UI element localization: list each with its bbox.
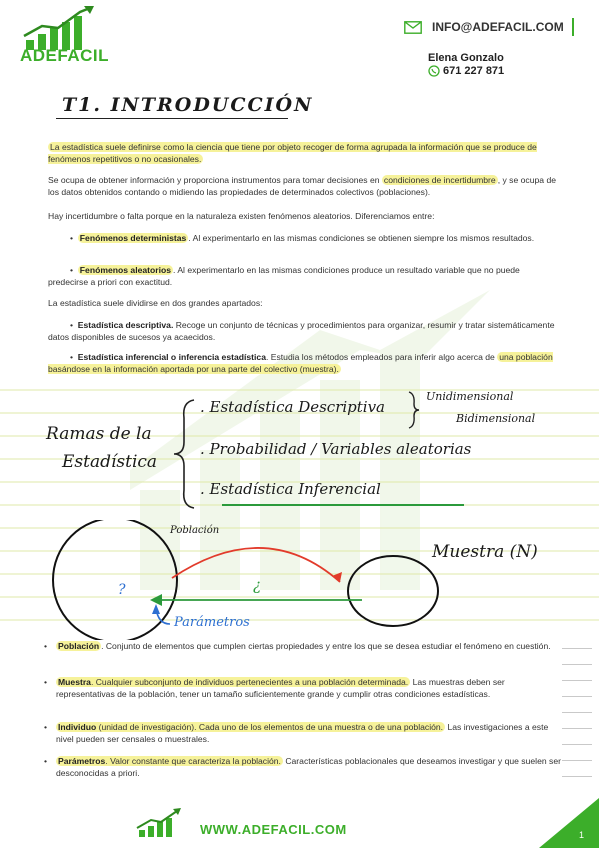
whatsapp-icon — [428, 65, 440, 77]
bullet-descriptiva: • Estadística descriptiva. Recoge un conjunto de técnicas y procedimientos para organizar, resumir y tratar sistemáticamente datos disponibles de sucesos ya acaecidos. — [48, 320, 555, 342]
sample-ellipse — [348, 556, 438, 626]
def-poblacion-text: . Conjunto de elementos que cumplen ciertas propiedades y entre los que se desea estudiar el fenómeno en cuestión. — [101, 641, 551, 651]
margin-line — [562, 696, 592, 697]
mail-icon — [404, 21, 422, 34]
term-descriptiva: Estadística descriptiva. — [77, 320, 174, 330]
def-individuo-hl: (unidad de investigación). Cada uno de los elementos de una muestra o de una población. — [96, 722, 444, 732]
brand-logo — [20, 6, 109, 66]
title-underline — [56, 118, 288, 119]
margin-line — [562, 712, 592, 713]
page-title: T1. INTRODUCCIÓN — [62, 94, 314, 116]
term-muestra: Muestra — [58, 677, 91, 687]
header-divider — [572, 18, 574, 36]
muestra-label: Muestra (N) — [432, 542, 538, 562]
definition-individuo: • Individuo (unidad de investigación). Cada uno de los elementos de una muestra o de una población. Las investigaciones a este nivel pueden ser censales o muestrales. — [44, 722, 549, 744]
footer-corner — [539, 798, 599, 848]
phone-contact — [428, 65, 504, 77]
intro-paragraph-3: Hay incertidumbre o falta porque en la naturaleza existen fenómenos aleatorios. Diferenciamos entre: — [48, 211, 435, 221]
intro-paragraph-4: La estadística suele dividirse en dos grandes apartados: — [48, 298, 263, 308]
def-parametros-hl: . Valor constante que caracteriza la población. — [105, 756, 281, 766]
term-aleatorios: Fenómenos aleatorios — [79, 265, 172, 275]
margin-line — [562, 744, 592, 745]
term-poblacion: Población — [58, 641, 100, 651]
margin-line — [562, 648, 592, 649]
footer-url[interactable]: WWW.ADEFACIL.COM — [200, 822, 347, 837]
term-parametros: Parámetros — [58, 756, 106, 766]
term-deterministas: Fenómenos deterministas — [79, 233, 187, 243]
ramas-label-line1: Ramas de la — [46, 424, 152, 444]
intro-p2b: condiciones de incertidumbre — [383, 175, 496, 185]
bullet-inferencial: • Estadística inferencial o inferencia estadística. Estudia los métodos empleados para inferir algo acerca de una población basándose en la información aportada por una parte del colectivo (muestra). — [48, 352, 553, 374]
brand-name: ADEFACIL — [20, 46, 109, 65]
def-individuo-text: Las investigaciones a este nivel pueden ser censales o muestrales. — [56, 722, 549, 744]
margin-line — [562, 680, 592, 681]
definition-muestra: • Muestra. Cualquier subconjunto de individuos pertenecientes a una población determinada. Las muestras deben ser representativas de la población, tener un tamaño suficientemente grande y cumplir otras condiciones estadísticas. — [44, 677, 505, 699]
population-sample-diagram — [40, 520, 580, 640]
intro-p1-text: La estadística suele definirse como la ciencia que tiene por objeto recoger de forma agrupada la información que se produce de fenómenos repetitivos o no ocasionales. — [48, 142, 537, 164]
margin-line — [562, 760, 592, 761]
text-descriptiva: Recoge un conjunto de técnicas y procedimientos para organizar, resumir y tratar sistemáticamente datos disponibles de sucesos ya acaecidos. — [48, 320, 555, 342]
brace-symbol — [170, 398, 200, 510]
branch-probabilidad: . Probabilidad / Variables aleatorias — [200, 440, 472, 458]
term-inferencial: Estadística inferencial o inferencia estadística — [77, 352, 266, 362]
def-parametros-text: Características poblacionales que deseamos investigar y que suelen ser desconocidas a priori. — [56, 756, 561, 778]
question-mark-population: ? — [118, 582, 126, 598]
email-text[interactable]: INFO@ADEFACIL.COM — [432, 20, 564, 34]
intro-paragraph-2 — [48, 175, 560, 198]
intro-paragraph-1 — [48, 142, 560, 165]
poblacion-label: Población — [170, 525, 220, 536]
margin-line — [562, 728, 592, 729]
text-aleatorios: . Al experimentarlo en las mismas condiciones produce un resultado variable que no puede predecirse a priori con exactitud. — [48, 265, 520, 287]
page-number: 1 — [579, 830, 585, 840]
text-deterministas: . Al experimentarlo en las mismas condiciones se obtienen siempre los mismos resultados. — [188, 233, 535, 243]
margin-line — [562, 664, 592, 665]
email-contact — [404, 18, 574, 36]
small-brace — [405, 390, 421, 430]
phone-text: 671 227 871 — [443, 65, 505, 77]
sub-unidimensional: Unidimensional — [426, 390, 514, 403]
ramas-label-line2: Estadística — [62, 452, 158, 472]
definition-parametros: • Parámetros. Valor constante que caracteriza la población. Características poblacionales que deseamos investigar y que suelen ser desconocidas a priori. — [44, 756, 561, 778]
term-individuo: Individuo — [58, 722, 97, 732]
intro-p2a: Se ocupa de obtener información y proporciona instrumentos para tomar decisiones en — [48, 175, 382, 185]
bullet-aleatorios: • Fenómenos aleatorios . Al experimentarlo en las mismas condiciones produce un resultado variable que no puede predecirse a priori con exactitud. — [48, 265, 520, 287]
population-circle — [53, 520, 177, 640]
def-muestra-hl: . Cualquier subconjunto de individuos pertenecientes a una población determinada. — [90, 677, 409, 687]
text-inferencial-b: una población basándose en la información aportada por una parte del colectivo (muestra). — [48, 352, 553, 374]
intro-p2c: , y se ocupa de los datos obtenidos contando o midiendo las propiedades de determinados colectivos (poblaciones). — [48, 175, 557, 197]
sub-bidimensional: Bidimensional — [456, 412, 536, 425]
author-name: Elena Gonzalo — [428, 52, 504, 64]
footer-growth-icon — [135, 808, 187, 838]
inferencial-underline — [222, 504, 464, 506]
text-inferencial-a: . Estudia los métodos empleados para inferir algo acerca de — [265, 352, 498, 362]
question-mark-arrow: ¿ — [253, 576, 262, 594]
branch-descriptiva: . Estadística Descriptiva — [200, 398, 386, 416]
branch-inferencial: . Estadística Inferencial — [200, 480, 381, 498]
definition-poblacion: • Población . Conjunto de elementos que cumplen ciertas propiedades y entre los que se desea estudiar el fenómeno en cuestión. — [44, 641, 551, 651]
bullet-deterministas: • Fenómenos deterministas . Al experimentarlo en las mismas condiciones se obtienen siempre los mismos resultados. — [70, 233, 535, 243]
margin-line — [562, 776, 592, 777]
def-muestra-text: Las muestras deben ser representativas de la población, tener un tamaño suficientemente grande y cumplir otras condiciones estadísticas. — [56, 677, 505, 699]
parametros-label: Parámetros — [174, 615, 250, 630]
